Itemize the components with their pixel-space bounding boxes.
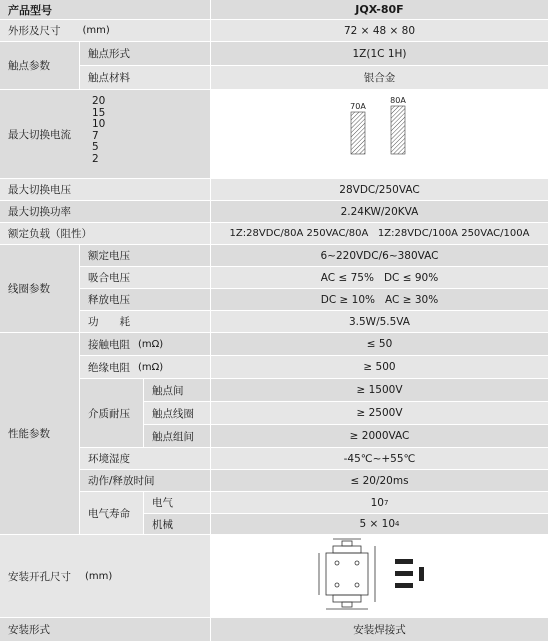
current-scale-value: 20 xyxy=(92,95,106,107)
dimensions-label-cell xyxy=(0,20,210,41)
mounting-hole-unit: (mm) xyxy=(85,570,113,582)
contact-form-label: 触点形式 xyxy=(80,42,210,65)
environment-label: 环境湿度 xyxy=(80,448,210,469)
dielectric-contacts-value: ≥ 1500V xyxy=(211,379,548,401)
contact-resistance-unit: (mΩ) xyxy=(138,338,164,350)
contact-form-value: 1Z(1C 1H) xyxy=(211,42,548,65)
contact-resistance-label: 接触电阻 xyxy=(88,338,130,351)
current-chart xyxy=(211,90,548,178)
mounting-hole-label-cell xyxy=(0,535,210,617)
dielectric-groups-label: 触点组间 xyxy=(144,425,210,447)
dielectric-contacts-label: 触点间 xyxy=(144,379,210,401)
current-bar xyxy=(351,112,365,154)
max-power-label: 最大切换功率 xyxy=(0,201,210,222)
coil-rated-voltage-value: 6~220VDC/6~380VAC xyxy=(211,245,548,266)
model-label: 产品型号 xyxy=(0,0,210,19)
coil-release-value: DC ≥ 10% AC ≥ 30% xyxy=(211,289,548,310)
insulation-resistance-value: ≥ 500 xyxy=(211,356,548,378)
rated-load-label: 额定负载（阻性） xyxy=(0,223,210,244)
model-value: JQX-80F xyxy=(211,0,548,19)
current-bar xyxy=(391,106,405,154)
current-chart-cell xyxy=(211,90,548,178)
dielectric-contact-coil-label: 触点线圈 xyxy=(144,402,210,424)
current-scale-value: 15 xyxy=(92,106,106,119)
contact-group-label: 触点参数 xyxy=(0,42,79,89)
coil-group-label: 线圈参数 xyxy=(0,245,79,332)
insulation-resistance-label: 绝缘电阻 xyxy=(88,361,130,374)
current-scale-value: 7 xyxy=(92,129,99,142)
performance-group-label: 性能参数 xyxy=(0,333,79,534)
contact-resistance-label-cell xyxy=(80,333,210,355)
dimensions-unit: (mm) xyxy=(82,25,110,36)
action-time-label: 动作/释放时间 xyxy=(80,470,210,491)
contact-material-value: 银合金 xyxy=(211,66,548,89)
coil-pickup-value: AC ≤ 75% DC ≤ 90% xyxy=(211,267,548,288)
life-mechanical-label: 机械 xyxy=(144,514,210,534)
mounting-label: 安装形式 xyxy=(0,618,210,641)
life-electrical-value: 10 7 xyxy=(211,492,548,513)
mounting-hole-label: 安装开孔尺寸 xyxy=(8,570,71,583)
rated-load-value: 1Z:28VDC/80A 250VAC/80A 1Z:28VDC/100A 250VAC/100A xyxy=(211,223,548,244)
action-time-value: ≤ 20/20ms xyxy=(211,470,548,491)
max-voltage-value: 28VDC/250VAC xyxy=(211,179,548,200)
dielectric-label: 介质耐压 xyxy=(80,379,143,447)
coil-power-value: 3.5W/5.5VA xyxy=(211,311,548,332)
mounting-value: 安装焊接式 xyxy=(211,618,548,641)
dielectric-groups-value: ≥ 2000VAC xyxy=(211,425,548,447)
coil-pickup-label: 吸合电压 xyxy=(80,267,210,288)
dielectric-contact-coil-value: ≥ 2500V xyxy=(211,402,548,424)
life-electrical-base: 10 xyxy=(370,496,384,509)
life-mechanical-value: 5 × 10 4 xyxy=(211,514,548,534)
life-electrical-label: 电气 xyxy=(144,492,210,513)
environment-value: -45℃~+55℃ xyxy=(211,448,548,469)
contact-resistance-value: ≤ 50 xyxy=(211,333,548,355)
max-current-label: 最大切换电流 xyxy=(8,128,71,141)
current-bar-label: 80A xyxy=(390,96,406,105)
dimensions-value: 72 × 48 × 80 xyxy=(211,20,548,41)
coil-power-label: 功 耗 xyxy=(80,311,210,332)
current-scale xyxy=(92,96,105,165)
mounting-hole-drawing-cell xyxy=(211,535,548,617)
dimensions-label: 外形及尺寸 xyxy=(8,25,61,37)
insulation-resistance-unit: (mΩ) xyxy=(138,361,164,373)
life-mechanical-base: 5 × 10 xyxy=(359,518,396,530)
mounting-hole-drawing xyxy=(211,535,548,617)
current-scale-value: 10 xyxy=(92,118,106,130)
current-bar-label: 70A xyxy=(350,102,366,111)
current-scale-value: 5 xyxy=(92,141,99,153)
max-voltage-label: 最大切换电压 xyxy=(0,179,210,200)
coil-release-label: 释放电压 xyxy=(80,289,210,310)
current-scale-value: 2 xyxy=(92,152,99,165)
max-power-value: 2.24KW/20KVA xyxy=(211,201,548,222)
life-label: 电气寿命 xyxy=(80,492,143,534)
coil-rated-voltage-label: 额定电压 xyxy=(80,245,210,266)
contact-material-label: 触点材料 xyxy=(80,66,210,89)
insulation-resistance-label-cell xyxy=(80,356,210,378)
